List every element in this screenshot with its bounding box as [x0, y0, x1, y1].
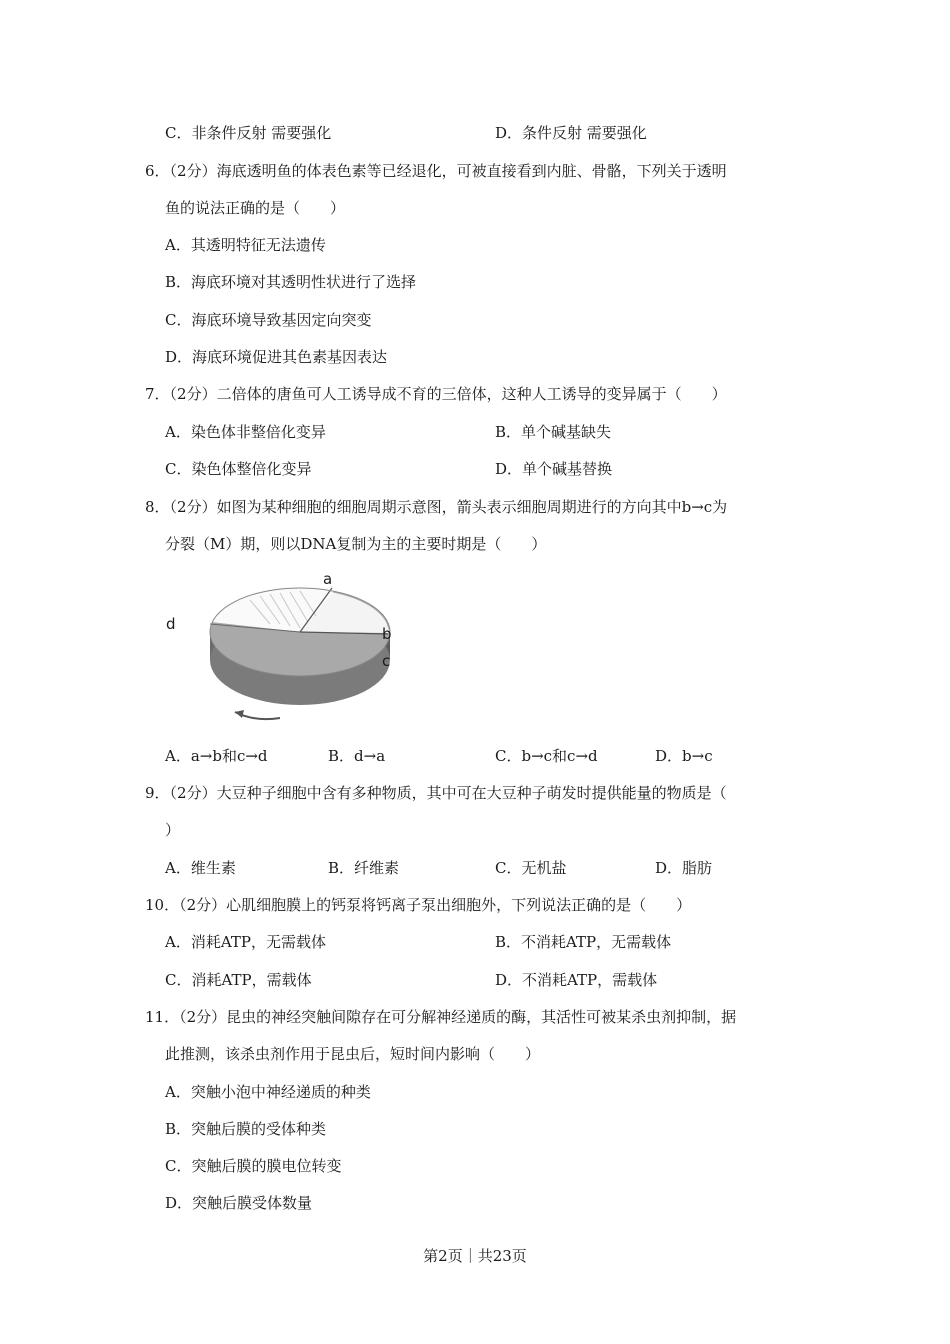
q7-option-c: C．染色体整倍化变异	[165, 460, 312, 478]
q7-option-a: A．染色体非整倍化变异	[165, 423, 326, 441]
q6-option-d: D．海底环境促进其色素基因表达	[165, 348, 388, 366]
page-footer: 第2页｜共23页	[423, 1247, 527, 1265]
label-c: c	[382, 652, 391, 670]
q11-stem-line2: 此推测，该杀虫剂作用于昆虫后，短时间内影响（ ）	[165, 1045, 541, 1063]
q9-option-c: C．无机盐	[495, 859, 567, 877]
q8-stem-line1: 8．（2分）如图为某种细胞的细胞周期示意图，箭头表示细胞周期进行的方向其中b→c为	[145, 498, 728, 516]
q11-option-c: C．突触后膜的膜电位转变	[165, 1157, 342, 1175]
q10-option-c: C．消耗ATP，需载体	[165, 971, 312, 989]
q6-stem-line2: 鱼的说法正确的是（ ）	[165, 199, 346, 217]
q6-option-c: C．海底环境导致基因定向突变	[165, 311, 372, 329]
q9-option-a: A．维生素	[165, 859, 236, 877]
q11-option-b: B．突触后膜的受体种类	[165, 1120, 327, 1138]
q10-stem-line1: 10．（2分）心肌细胞膜上的钙泵将钙离子泵出细胞外，下列说法正确的是（ ）	[145, 896, 692, 914]
q6-stem-line1: 6．（2分）海底透明鱼的体表色素等已经退化，可被直接看到内脏、骨骼，下列关于透明	[145, 162, 727, 180]
q9-stem-line2: ）	[165, 821, 181, 839]
q6-option-a: A．其透明特征无法遗传	[165, 236, 326, 254]
q7-option-b: B．单个碱基缺失	[495, 423, 612, 441]
q5-option-d: D．条件反射 需要强化	[495, 124, 647, 142]
arrow-head	[235, 710, 244, 718]
q10-option-d: D．不消耗ATP，需载体	[495, 971, 658, 989]
q10-option-b: B．不消耗ATP，无需载体	[495, 933, 672, 951]
q8-option-b: B．d→a	[328, 747, 386, 765]
q11-option-d: D．突触后膜受体数量	[165, 1194, 313, 1212]
cell-cycle-diagram	[160, 560, 410, 730]
q5-option-c: C．非条件反射 需要强化	[165, 124, 332, 142]
q11-stem-line1: 11．（2分）昆虫的神经突触间隙存在可分解神经递质的酶，其活性可被某杀虫剂抑制，据	[145, 1008, 737, 1026]
q8-option-c: C．b→c和c→d	[495, 747, 598, 765]
q9-option-d: D．脂肪	[655, 859, 713, 877]
label-d: d	[166, 615, 176, 633]
cell-cycle-disc	[160, 560, 410, 730]
q7-stem-line1: 7．（2分）二倍体的唐鱼可人工诱导成不育的三倍体，这种人工诱导的变异属于（ ）	[145, 385, 727, 403]
q9-stem-line1: 9．（2分）大豆种子细胞中含有多种物质，其中可在大豆种子萌发时提供能量的物质是（	[145, 784, 727, 802]
q9-option-b: B．纤维素	[328, 859, 400, 877]
q8-option-d: D．b→c	[655, 747, 713, 765]
q6-option-b: B．海底环境对其透明性状进行了选择	[165, 273, 417, 291]
q8-option-a: A．a→b和c→d	[165, 747, 268, 765]
label-a: a	[323, 570, 333, 588]
q10-option-a: A．消耗ATP，无需载体	[165, 933, 326, 951]
q8-stem-line2: 分裂（M）期，则以DNA复制为主的主要时期是（ ）	[165, 535, 547, 553]
q7-option-d: D．单个碱基替换	[495, 460, 613, 478]
label-b: b	[382, 625, 392, 643]
q11-option-a: A．突触小泡中神经递质的种类	[165, 1083, 371, 1101]
